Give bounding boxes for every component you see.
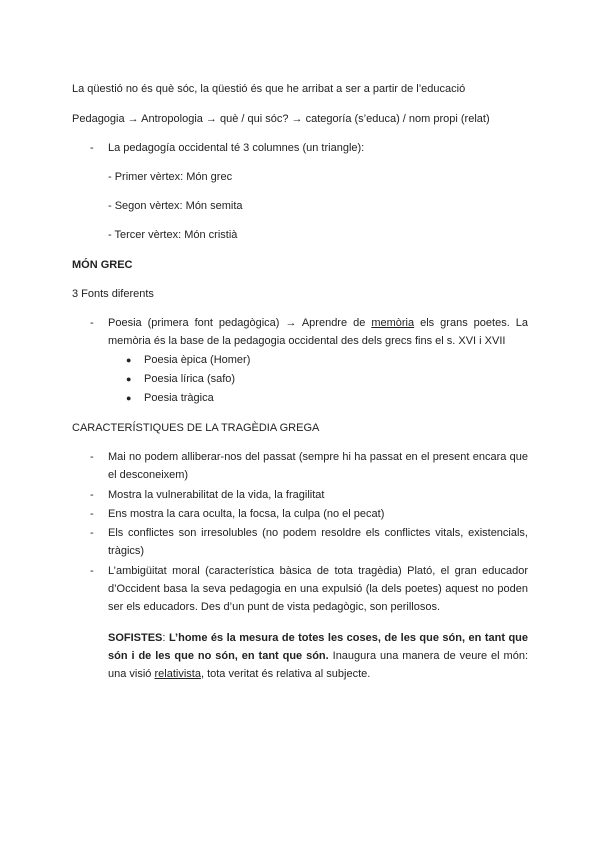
section-title: MÓN GREC bbox=[72, 259, 133, 271]
vertex-1: - Primer vèrtex: Món grec bbox=[108, 171, 233, 183]
list-dash: - bbox=[90, 489, 94, 501]
memoria-underlined: memòria bbox=[371, 317, 415, 329]
vertex-2: - Segon vèrtex: Món semita bbox=[108, 200, 243, 212]
bullet-dot: ● bbox=[126, 374, 132, 384]
list-dash: - bbox=[90, 565, 94, 577]
poesia-type-3 bbox=[126, 389, 214, 407]
sofistes-paragraph bbox=[108, 629, 528, 683]
poesia-text bbox=[108, 314, 528, 350]
relativista-underlined: relativista bbox=[154, 668, 201, 680]
sofistes-quote: L’home és la mesura de totes les coses, de les que són, en tant que són i de les que no són, en tant que són. bbox=[108, 632, 528, 662]
bullet-dot: ● bbox=[126, 393, 132, 403]
tragedy-item-1: Mai no podem alliberar-nos del passat (sempre hi ha passat en el present encara que el desconeixem) bbox=[108, 451, 528, 481]
sofistes-rest-after: , tota veritat és relativa al subjecte. bbox=[200, 668, 371, 680]
tragedy-item-3: Ens mostra la cara oculta, la focsa, la culpa (no el pecat) bbox=[108, 508, 385, 520]
poesia-type-label: Poesia lírica (safo) bbox=[144, 373, 236, 385]
tragedy-item-4: Els conflictes son irresolubles (no podem resoldre els conflictes vitals, existencials, tràgics) bbox=[108, 527, 528, 557]
sofistes-rest-before: Inaugura una manera de veure el món: una visió bbox=[108, 650, 528, 680]
sofistes-label: SOFISTES bbox=[108, 632, 163, 644]
tragedy-item-5: L’ambigüitat moral (característica bàsica de tota tragèdia) Plató, el gran educador d’Occident basa la seva pedagogia en una expulsió (la dels poetes) aquest no poden ser els educadors. Des d’un punt de vista pedagògic, son perillosos. bbox=[108, 565, 528, 613]
intro-line-2: Pedagogia → Antropologia → què / qui sóc? → categoría (s’educa) / nom propi (relat) bbox=[72, 113, 490, 125]
poesia-type-2 bbox=[126, 370, 235, 388]
bullet-dot: ● bbox=[126, 355, 132, 365]
poesia-type-label: Poesia èpica (Homer) bbox=[144, 354, 251, 366]
poesia-type-1 bbox=[126, 351, 250, 369]
tragedy-item-2: Mostra la vulnerabilitat de la vida, la fragilitat bbox=[108, 489, 325, 501]
poesia-before: Poesia (primera font pedagògica) → Aprendre de bbox=[108, 317, 372, 329]
tragedy-heading: CARACTERÍSTIQUES DE LA TRAGÈDIA GREGA bbox=[72, 422, 320, 434]
poesia-type-label: Poesia tràgica bbox=[144, 392, 214, 404]
intro-line-1: La qüestió no és què sóc, la qüestió és que he arribat a ser a partir de l’educació bbox=[72, 83, 466, 95]
sofistes-colon: : bbox=[162, 632, 169, 644]
list-dash: - bbox=[90, 142, 94, 154]
poesia-after: els grans poetes. La memòria és la base de la pedagogia occidental des dels grecs fins el s. XVI i XVII bbox=[108, 317, 528, 347]
list-dash: - bbox=[90, 508, 94, 520]
columns-text: La pedagogía occidental té 3 columnes (un triangle): bbox=[108, 142, 365, 154]
fonts-heading: 3 Fonts diferents bbox=[72, 288, 154, 300]
list-dash: - bbox=[90, 317, 94, 329]
vertex-3: - Tercer vèrtex: Món cristià bbox=[108, 229, 238, 241]
list-dash: - bbox=[90, 451, 94, 463]
list-dash: - bbox=[90, 527, 94, 539]
